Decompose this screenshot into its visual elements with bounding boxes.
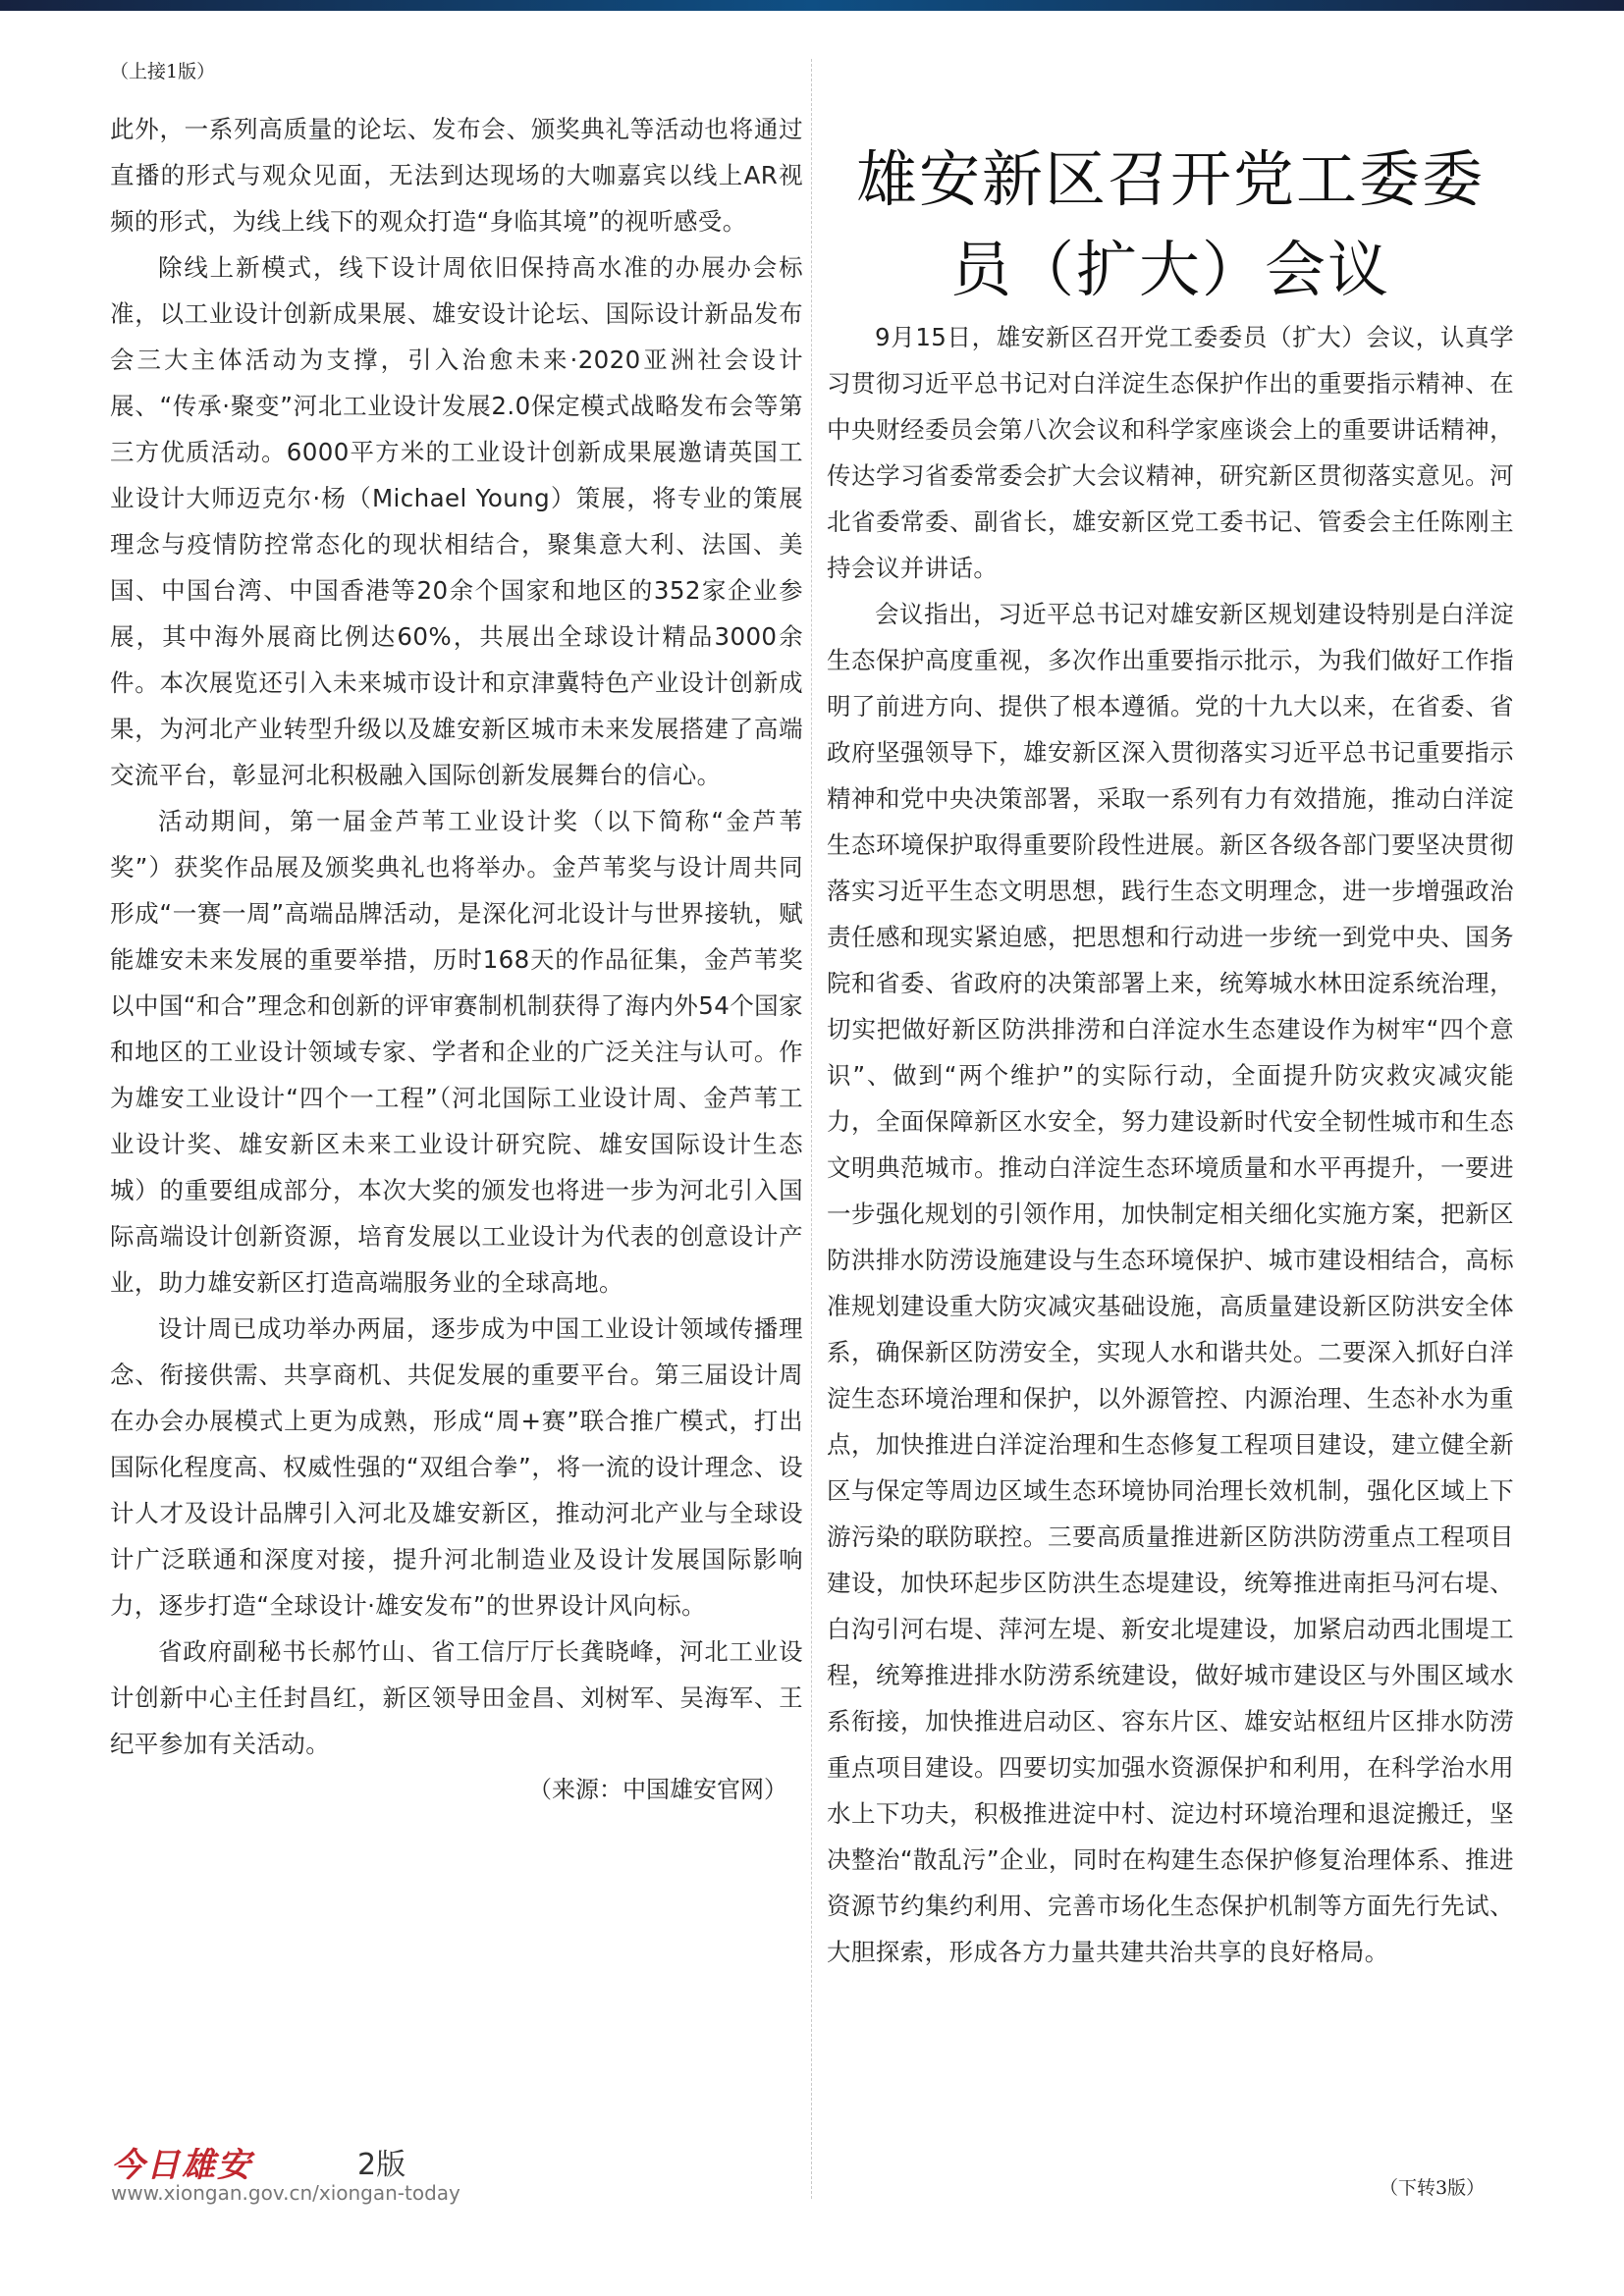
article-paragraph: 此外，一系列高质量的论坛、发布会、颁奖典礼等活动也将通过直播的形式与观众见面，无法到达现场的大咖嘉宾以线上AR视频的形式，为线上线下的观众打造“身临其境”的视听感受。 — [110, 115, 803, 236]
column-divider — [811, 59, 812, 2199]
article-paragraph: 省政府副秘书长郝竹山、省工信厅厅长龚晓峰，河北工业设计创新中心主任封昌红，新区领导田金昌、刘树军、吴海军、王纪平参加有关活动。 — [110, 1637, 803, 1758]
website-url[interactable]: www.xiongan.gov.cn/xiongan-today — [111, 2181, 460, 2205]
newspaper-logo: 今日雄安 — [111, 2146, 252, 2185]
article-paragraph: 设计周已成功举办两届，逐步成为中国工业设计领域传播理念、衔接供需、共享商机、共促发展的重要平台。第三届设计周在办会办展模式上更为成熟，形成“周+赛”联合推广模式，打出国际化程度高、权威性强的“双组合拳”，将一流的设计理念、设计人才及设计品牌引入河北及雄安新区，推动河北产业与全球设计广泛联通和深度对接，提升河北制造业及设计发展国际影响力，逐步打造“全球设计·雄安发布”的世界设计风向标。 — [110, 1314, 803, 1620]
right-article-body — [827, 314, 1514, 1975]
article-paragraph: 会议指出，习近平总书记对雄安新区规划建设特别是白洋淀生态保护高度重视，多次作出重要指示批示，为我们做好工作指明了前进方向、提供了根本遵循。党的十九大以来，在省委、省政府坚强领导下，雄安新区深入贯彻落实习近平总书记重要指示精神和党中央决策部署，采取一系列有力有效措施，推动白洋淀生态环境保护取得重要阶段性进展。新区各级各部门要坚决贯彻落实习近平生态文明思想，践行生态文明理念，进一步增强政治责任感和现实紧迫感，把思想和行动进一步统一到党中央、国务院和省委、省政府的决策部署上来，统筹城水林田淀系统治理，切实把做好新区防洪排涝和白洋淀水生态建设作为树牢“四个意识”、做到“两个维护”的实际行动，全面提升防灾救灾减灾能力，全面保障新区水安全，努力建设新时代安全韧性城市和生态文明典范城市。推动白洋淀生态环境质量和水平再提升，一要进一步强化规划的引领作用，加快制定相关细化实施方案，把新区防洪排水防涝设施建设与生态环境保护、城市建设相结合，高标准规划建设重大防灾减灾基础设施，高质量建设新区防洪安全体系，确保新区防涝安全，实现人水和谐共处。二要深入抓好白洋淀生态环境治理和保护，以外源管控、内源治理、生态补水为重点，加快推进白洋淀治理和生态修复工程项目建设，建立健全新区与保定等周边区域生态环境协同治理长效机制，强化区域上下游污染的联防联控。三要高质量推进新区防洪防涝重点工程项目建设，加快环起步区防洪生态堤建设，统筹推进南拒马河右堤、白沟引河右堤、萍河左堤、新安北堤建设，加紧启动西北围堤工程，统筹推进排水防涝系统建设，做好城市建设区与外围区域水系衔接，加快推进启动区、容东片区、雄安站枢纽片区排水防涝重点项目建设。四要切实加强水资源保护和利用，在科学治水用水上下功夫，积极推进淀中村、淀边村环境治理和退淀搬迁，坚决整治“散乱污”企业，同时在构建生态保护修复治理体系、推进资源节约集约利用、完善市场化生态保护机制等方面先行先试、大胆探索，形成各方力量共建共治共享的良好格局。 — [827, 600, 1514, 1966]
article-paragraph: 9月15日，雄安新区召开党工委委员（扩大）会议，认真学习贯彻习近平总书记对白洋淀生态保护作出的重要指示精神、在中央财经委员会第八次会议和科学家座谈会上的重要讲话精神，传达学习省委常委会扩大会议精神，研究新区贯彻落实意见。河北省委常委、副省长，雄安新区党工委书记、管委会主任陈刚主持会议并讲话。 — [827, 323, 1514, 582]
left-article-body — [110, 106, 803, 1813]
article-paragraph: 除线上新模式，线下设计周依旧保持高水准的办展办会标准，以工业设计创新成果展、雄安设计论坛、国际设计新品发布会三大主体活动为支撑，引入治愈未来·2020亚洲社会设计展、“传承·聚变”河北工业设计发展2.0保定模式战略发布会等第三方优质活动。6000平方米的工业设计创新成果展邀请英国工业设计大师迈克尔·杨（Michael Young）策展，将专业的策展理念与疫情防控常态化的现状相结合，聚集意大利、法国、美国、中国台湾、中国香港等20余个国家和地区的352家企业参展，其中海外展商比例达60%，共展出全球设计精品3000余件。本次展览还引入未来城市设计和京津冀特色产业设计创新成果，为河北产业转型升级以及雄安新区城市未来发展搭建了高端交流平台，彰显河北积极融入国际创新发展舞台的信心。 — [110, 253, 803, 789]
page-number: 2版 — [357, 2148, 406, 2182]
continued-to-label: （下转3版） — [1380, 2177, 1486, 2199]
top-accent-bar — [0, 0, 1624, 11]
article-source: （来源：中国雄安官网） — [528, 1776, 787, 1803]
article-headline: 雄安新区召开党工委委员（扩大）会议 — [855, 142, 1485, 305]
article-paragraph: 活动期间，第一届金芦苇工业设计奖（以下简称“金芦苇奖”）获奖作品展及颁奖典礼也将举办。金芦苇奖与设计周共同形成“一赛一周”高端品牌活动，是深化河北设计与世界接轨，赋能雄安未来发展的重要举措，历时168天的作品征集，金芦苇奖以中国“和合”理念和创新的评审赛制机制获得了海内外54个国家和地区的工业设计领域专家、学者和企业的广泛关注与认可。作为雄安工业设计“四个一工程”（河北国际工业设计周、金芦苇工业设计奖、雄安新区未来工业设计研究院、雄安国际设计生态城）的重要组成部分，本次大奖的颁发也将进一步为河北引入国际高端设计创新资源，培育发展以工业设计为代表的创意设计产业，助力雄安新区打造高端服务业的全球高地。 — [110, 807, 803, 1297]
continued-from-label: （上接1版） — [110, 61, 216, 82]
